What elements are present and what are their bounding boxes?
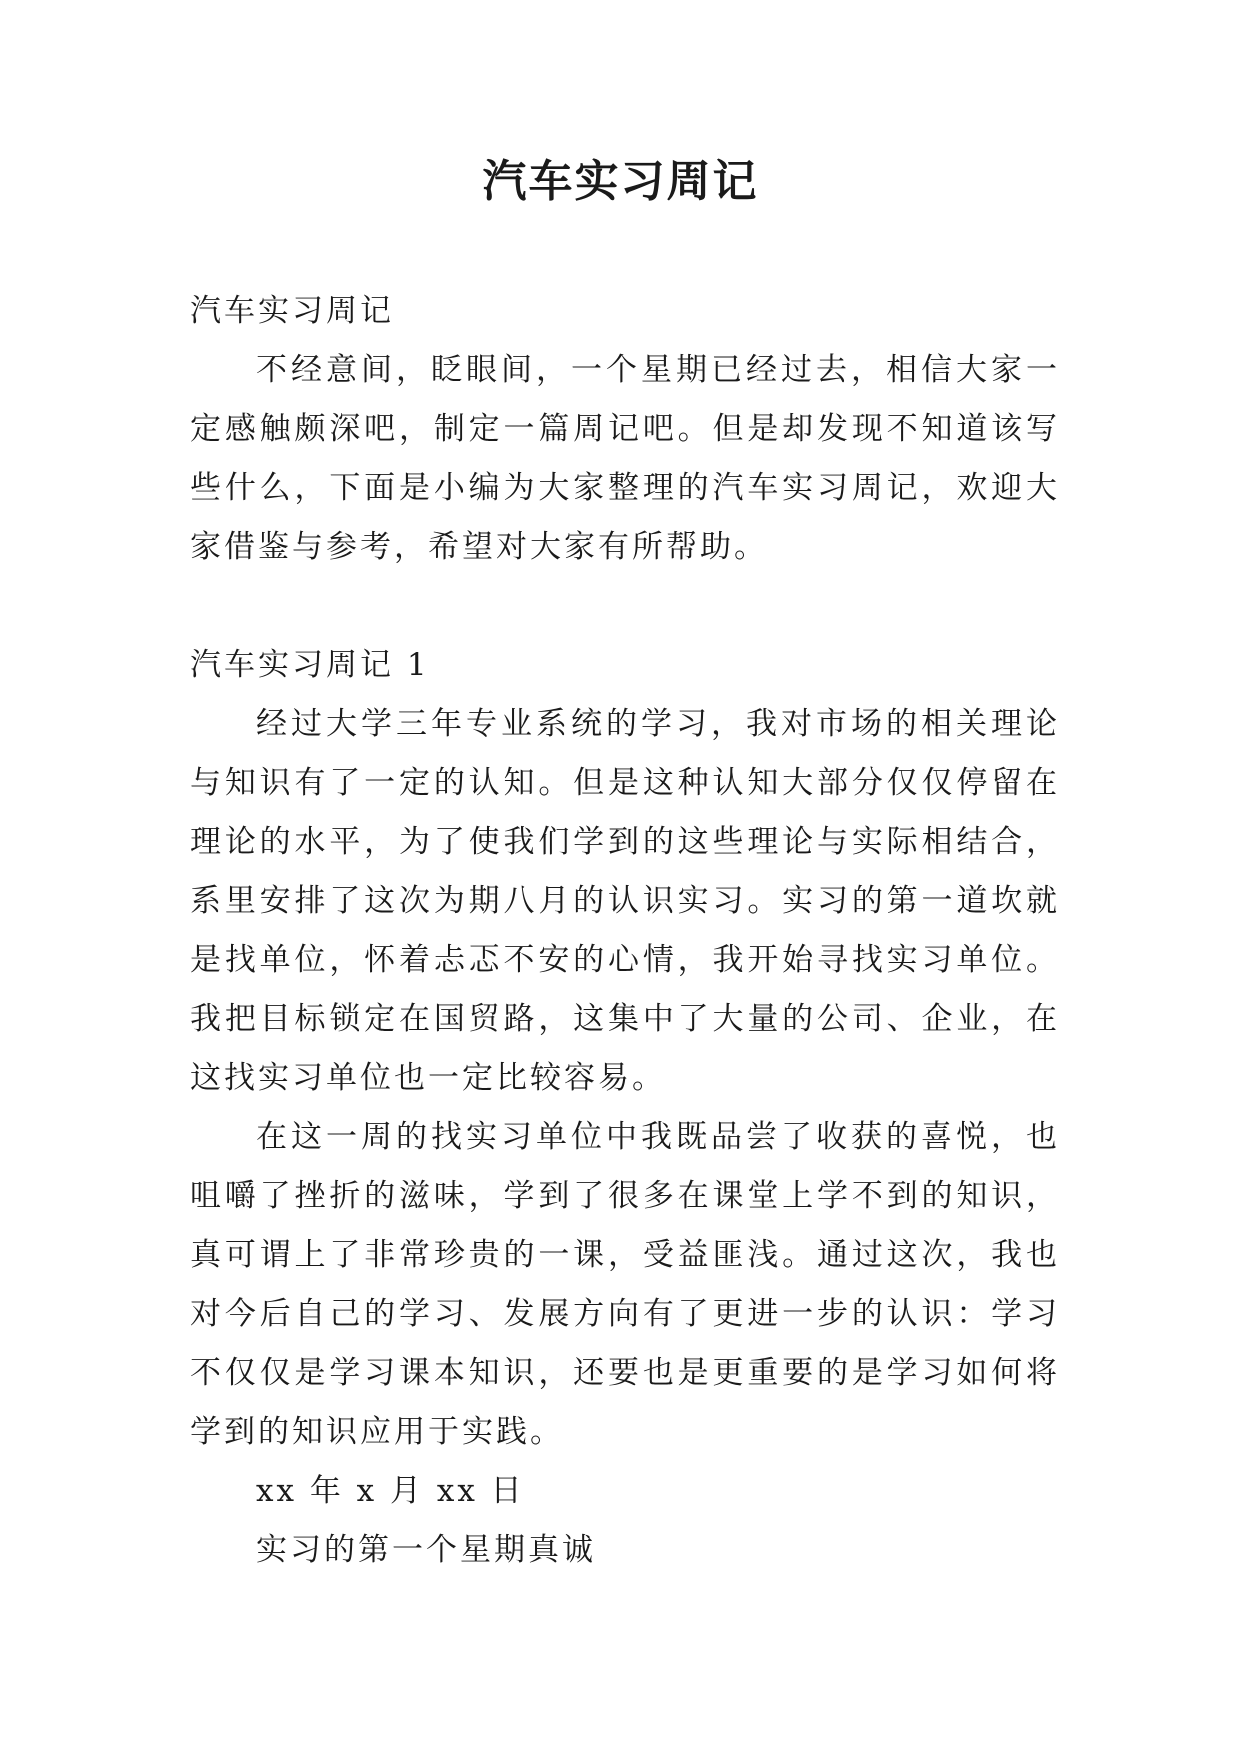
closing-line: 实习的第一个星期真诚 [256, 1532, 596, 1568]
subtitle: 汽车实习周记 [190, 293, 394, 329]
document-title: 汽车实习周记 [482, 156, 759, 207]
date-line: xx 年 x 月 xx 日 [256, 1473, 525, 1509]
body-paragraph-1: 经过大学三年专业系统的学习，我对市场的相关理论与知识有了一定的认知。但是这种认知大部分仅仅停留在理论的水平，为了使我们学到的这些理论与实际相结合，系里安排了这次为期八月的认识实习。实习的第一道坎就是找单位，怀着忐忑不安的心情，我开始寻找实习单位。我把目标锁定在国贸路，这集中了大量的公司、企业，在这找实习单位也一定比较容易。 [190, 706, 1060, 1096]
section-heading: 汽车实习周记 1 [190, 647, 430, 683]
intro-paragraph: 不经意间，眨眼间，一个星期已经过去，相信大家一定感触颇深吧，制定一篇周记吧。但是却发现不知道该写些什么，下面是小编为大家整理的汽车实习周记，欢迎大家借鉴与参考，希望对大家有所帮助。 [190, 352, 1060, 565]
document-body [190, 282, 1060, 1580]
body-paragraph-2: 在这一周的找实习单位中我既品尝了收获的喜悦，也咀嚼了挫折的滋味，学到了很多在课堂上学不到的知识，真可谓上了非常珍贵的一课，受益匪浅。通过这次，我也对今后自己的学习、发展方向有了更进一步的认识：学习不仅仅是学习课本知识，还要也是更重要的是学习如何将学到的知识应用于实践。 [190, 1119, 1060, 1450]
